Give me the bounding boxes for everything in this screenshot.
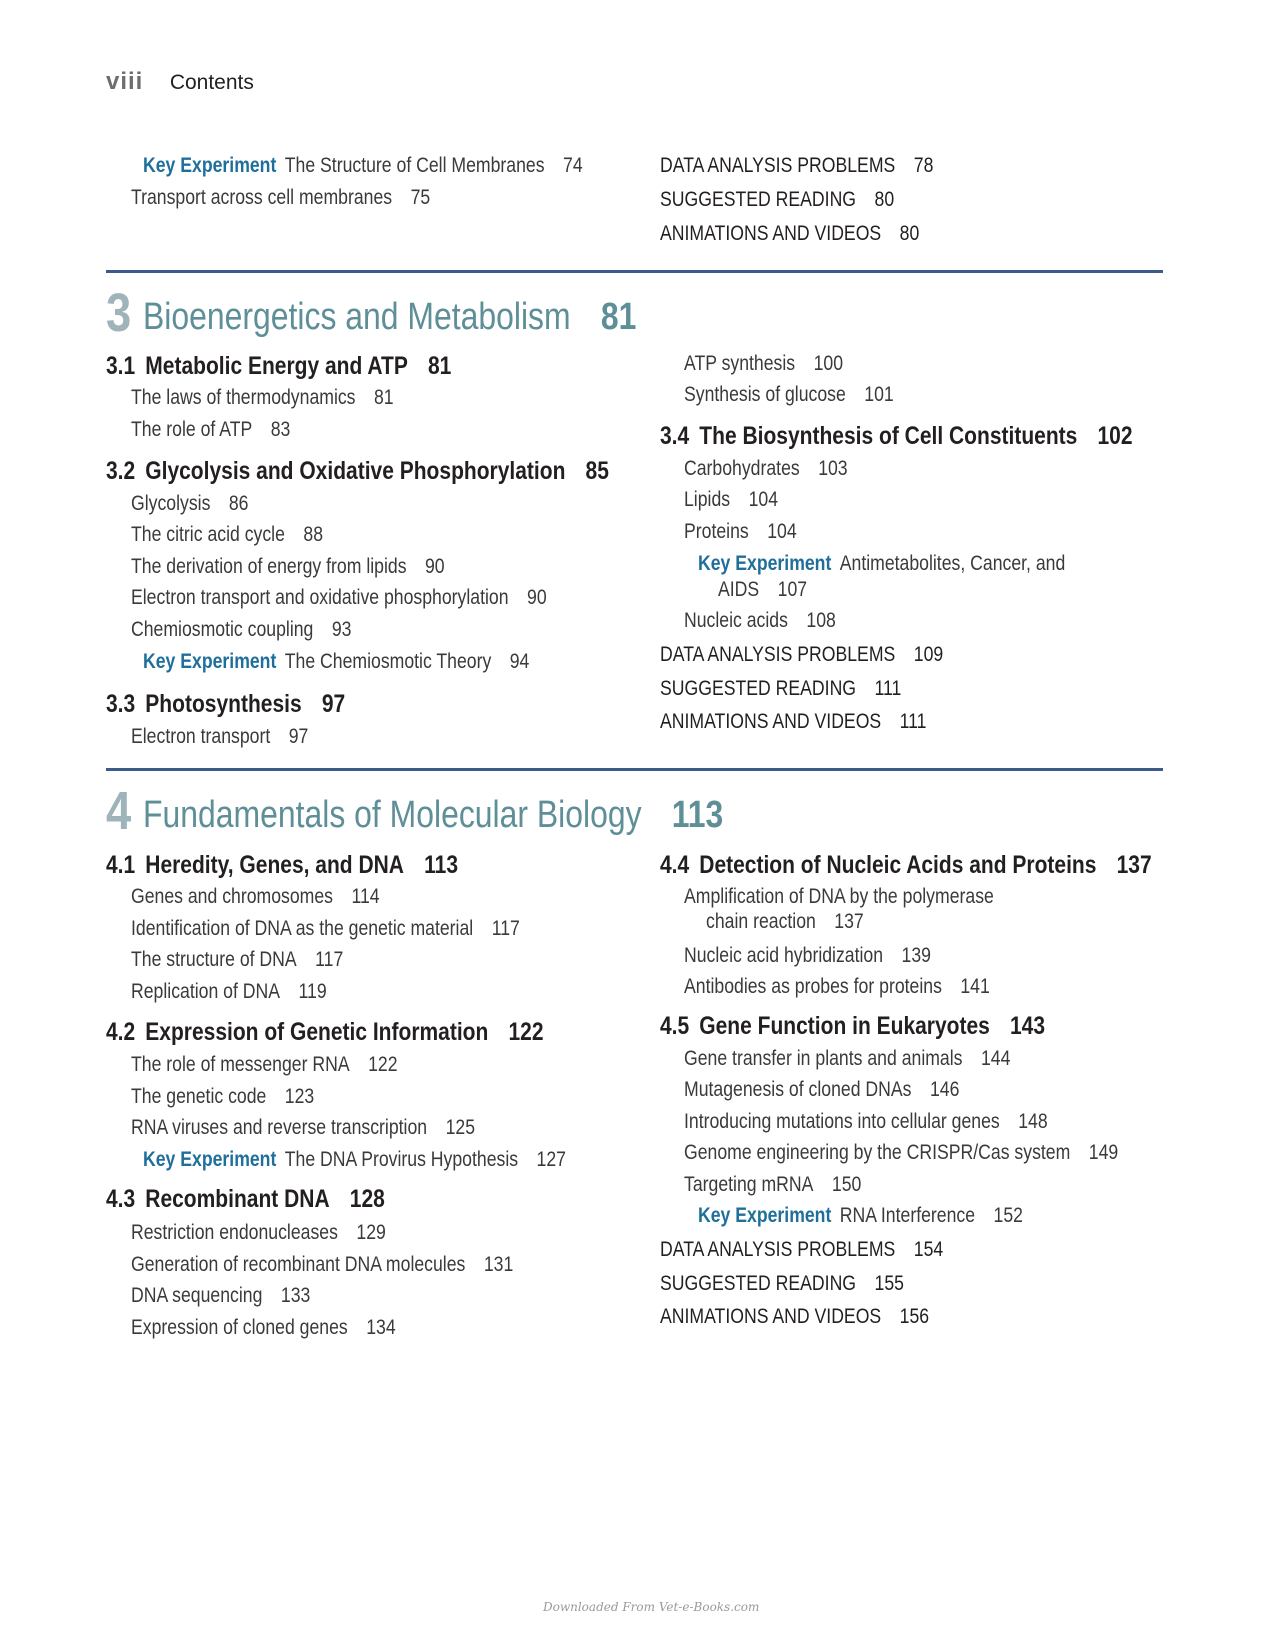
page-number: 155: [874, 1272, 904, 1295]
page-number: 139: [901, 944, 931, 967]
toc-entry[interactable]: [684, 1110, 1117, 1134]
toc-entry-title: Electron transport and oxidative phosphorylation: [131, 586, 509, 609]
toc-entry-title: The Structure of Cell Membranes: [284, 154, 545, 177]
page-number: 125: [445, 1116, 476, 1139]
page-number: 83: [270, 418, 291, 441]
page-number-roman: viii: [106, 68, 144, 95]
page-number: 104: [767, 520, 797, 543]
section-title: Metabolic Energy and ATP: [145, 352, 408, 380]
toc-entry[interactable]: [131, 418, 321, 442]
toc-entry-title: Nucleic acids: [684, 609, 788, 632]
section-heading[interactable]: [660, 1012, 1118, 1041]
toc-entry-title: The DNA Provirus Hypothesis: [284, 1148, 519, 1171]
toc-entry-title: The laws of thermodynamics: [131, 386, 356, 409]
page-number: 122: [508, 1018, 544, 1046]
page-number: 90: [527, 586, 547, 609]
toc-entry-title: Targeting mRNA: [684, 1173, 814, 1196]
end-matter-label: ANIMATIONS AND VIDEOS: [660, 222, 882, 245]
page-number: 123: [284, 1085, 315, 1108]
section-number: 3.2: [106, 457, 136, 485]
toc-entry[interactable]: [131, 555, 504, 579]
toc-entry-title: Genome engineering by the CRISPR/Cas system: [684, 1141, 1071, 1164]
page-number: 119: [298, 980, 327, 1003]
page-number: 122: [368, 1053, 398, 1076]
page-number: 113: [671, 794, 724, 836]
page-number: 134: [366, 1316, 396, 1339]
toc-entry-title: Gene transfer in plants and animals: [684, 1047, 963, 1070]
toc-entry[interactable]: [131, 948, 384, 972]
toc-entry[interactable]: [684, 1141, 1201, 1165]
page-number: 149: [1088, 1141, 1119, 1164]
section-title: Recombinant DNA: [145, 1185, 330, 1213]
toc-entry-title: Lipids: [684, 488, 731, 511]
page-number: 144: [980, 1047, 1011, 1070]
chapter-heading[interactable]: [106, 282, 737, 344]
toc-entry[interactable]: [131, 523, 360, 547]
toc-entry[interactable]: [684, 457, 879, 481]
key-experiment-entry-continued[interactable]: [718, 578, 824, 602]
page-number: 114: [351, 885, 380, 908]
toc-entry[interactable]: [131, 980, 364, 1004]
chapter-divider: [106, 270, 1163, 273]
key-experiment-entry[interactable]: [143, 650, 603, 674]
page-number: 117: [315, 948, 344, 971]
section-heading[interactable]: [106, 457, 705, 486]
toc-entry[interactable]: [131, 917, 594, 941]
page-number: 113: [424, 851, 459, 879]
toc-entry[interactable]: [684, 975, 1048, 999]
toc-entry-title: Restriction endonucleases: [131, 1221, 338, 1244]
chapter-divider: [106, 768, 1163, 771]
toc-entry[interactable]: [131, 492, 271, 516]
section-number: 4.1: [106, 851, 136, 879]
page-number: 97: [321, 690, 346, 718]
toc-entry[interactable]: [684, 488, 796, 512]
end-matter-link[interactable]: [660, 643, 997, 667]
toc-entry-title: DNA sequencing: [131, 1284, 263, 1307]
key-experiment-entry[interactable]: [143, 154, 666, 178]
page-number: 81: [427, 352, 452, 380]
section-heading[interactable]: [106, 1185, 438, 1214]
page-number: 104: [748, 488, 779, 511]
page-number: 103: [818, 457, 848, 480]
page-number: 85: [585, 457, 609, 485]
section-heading[interactable]: [106, 1018, 627, 1047]
section-number: 4.3: [106, 1185, 136, 1213]
toc-entry-title: Carbohydrates: [684, 457, 800, 480]
section-title: Gene Function in Eukaryotes: [699, 1012, 990, 1040]
toc-entry-title: Generation of recombinant DNA molecules: [131, 1253, 466, 1276]
page-number: 108: [806, 609, 836, 632]
section-heading[interactable]: [660, 851, 1245, 880]
toc-entry[interactable]: [131, 1284, 344, 1308]
toc-entry-title: RNA viruses and reverse transcription: [131, 1116, 428, 1139]
page-number: 100: [813, 352, 844, 375]
section-title: Heredity, Genes, and DNA: [145, 851, 404, 879]
page-number: 74: [563, 154, 583, 177]
page-number: 93: [331, 618, 352, 641]
page-number: 109: [913, 643, 944, 666]
page-number: 146: [929, 1078, 960, 1101]
end-matter-label: SUGGESTED READING: [660, 677, 857, 700]
toc-entry-title: Electron transport: [131, 725, 271, 748]
chapter-heading[interactable]: [106, 780, 841, 842]
section-number: 3.1: [106, 352, 136, 380]
page-number: 75: [410, 186, 431, 209]
key-experiment-label: Key Experiment: [143, 1148, 277, 1171]
toc-entry-title: Glycolysis: [131, 492, 211, 515]
section-title: Photosynthesis: [145, 690, 302, 718]
toc-entry[interactable]: [684, 1047, 1073, 1071]
key-experiment-entry[interactable]: [143, 1148, 647, 1172]
toc-entry-title: Expression of cloned genes: [131, 1316, 348, 1339]
chapter-title: Fundamentals of Molecular Biology: [142, 794, 642, 836]
toc-entry-title: Antimetabolites, Cancer, and: [839, 552, 1066, 575]
toc-entry-title: Proteins: [684, 520, 749, 543]
toc-entry-title: The genetic code: [131, 1085, 267, 1108]
section-number: 3.4: [660, 422, 690, 450]
toc-entry-title: Chemiosmotic coupling: [131, 618, 314, 641]
toc-entry-title: chain reaction: [706, 910, 816, 933]
toc-entry[interactable]: [684, 520, 818, 544]
page-number: 150: [831, 1173, 862, 1196]
page-number: 128: [349, 1185, 385, 1213]
toc-entry[interactable]: [131, 1316, 446, 1340]
toc-entry-title: Mutagenesis of cloned DNAs: [684, 1078, 912, 1101]
toc-entry[interactable]: [684, 1078, 1012, 1102]
page-number: 80: [874, 188, 895, 211]
page-number: 133: [280, 1284, 311, 1307]
key-experiment-label: Key Experiment: [143, 154, 277, 177]
toc-entry[interactable]: [684, 885, 1053, 909]
toc-entry[interactable]: [684, 944, 978, 968]
page-number: 129: [356, 1221, 386, 1244]
page-number: 81: [600, 296, 637, 338]
section-title: Glycolysis and Oxidative Phosphorylation: [145, 457, 566, 485]
section-title: Expression of Genetic Information: [145, 1018, 489, 1046]
toc-entry-title: Amplification of DNA by the polymerase: [684, 885, 994, 908]
end-matter-label: DATA ANALYSIS PROBLEMS: [660, 154, 896, 177]
section-number: 3.3: [106, 690, 136, 718]
toc-entry-title: Synthesis of glucose: [684, 383, 846, 406]
page-number: 107: [777, 578, 808, 601]
toc-entry[interactable]: [684, 383, 934, 407]
end-matter-link[interactable]: [660, 1272, 950, 1296]
section-number: 4.4: [660, 851, 690, 879]
toc-entry-title: The derivation of energy from lipids: [131, 555, 407, 578]
key-experiment-label: Key Experiment: [143, 650, 277, 673]
page-number: 81: [373, 386, 394, 409]
toc-entry-title: Genes and chromosomes: [131, 885, 333, 908]
end-matter-label: ANIMATIONS AND VIDEOS: [660, 710, 882, 733]
chapter-title: Bioenergetics and Metabolism: [142, 296, 571, 338]
toc-entry-title: Antibodies as probes for proteins: [684, 975, 942, 998]
toc-entry[interactable]: [131, 885, 427, 909]
toc-entry[interactable]: [131, 1253, 586, 1277]
page-number: 80: [899, 222, 920, 245]
section-heading[interactable]: [106, 851, 525, 880]
key-experiment-label: Key Experiment: [698, 552, 832, 575]
end-matter-label: SUGGESTED READING: [660, 188, 857, 211]
toc-entry-title: Transport across cell membranes: [131, 186, 393, 209]
toc-entry-title: RNA Interference: [839, 1204, 976, 1227]
page-number: 111: [874, 677, 902, 700]
section-heading[interactable]: [106, 352, 517, 381]
section-title: Detection of Nucleic Acids and Proteins: [699, 851, 1097, 879]
toc-entry-title: The citric acid cycle: [131, 523, 285, 546]
toc-entry[interactable]: [684, 609, 865, 633]
toc-entry-continued[interactable]: [706, 910, 894, 934]
page-number: 127: [536, 1148, 566, 1171]
watermark: Downloaded From Vet-e-Books.com: [543, 1600, 760, 1614]
toc-entry-title: The role of messenger RNA: [131, 1053, 350, 1076]
end-matter-label: SUGGESTED READING: [660, 1272, 857, 1295]
section-heading[interactable]: [660, 422, 1223, 451]
toc-entry[interactable]: [131, 386, 444, 410]
page-number: 148: [1018, 1110, 1048, 1133]
end-matter-link[interactable]: [660, 677, 947, 701]
key-experiment-label: Key Experiment: [698, 1204, 832, 1227]
toc-entry-title: Nucleic acid hybridization: [684, 944, 884, 967]
running-title: Contents: [169, 71, 254, 94]
section-title: The Biosynthesis of Cell Constituents: [699, 422, 1078, 450]
page-number: 154: [913, 1238, 944, 1261]
end-matter-link[interactable]: [660, 188, 939, 212]
page-number: 137: [1116, 851, 1152, 879]
end-matter-link[interactable]: [660, 222, 969, 246]
page-number: 90: [425, 555, 445, 578]
page-number: 131: [483, 1253, 514, 1276]
page-number: 88: [303, 523, 324, 546]
page-number: 101: [864, 383, 894, 406]
toc-entry-title: The Chemiosmotic Theory: [284, 650, 492, 673]
page-number: 143: [1010, 1012, 1046, 1040]
toc-entry-title: The structure of DNA: [131, 948, 297, 971]
toc-entry[interactable]: [131, 186, 487, 210]
page-number: 152: [993, 1204, 1023, 1227]
toc-entry-title: The role of ATP: [131, 418, 253, 441]
toc-entry[interactable]: [131, 1116, 541, 1140]
toc-entry[interactable]: [684, 352, 873, 376]
toc-entry[interactable]: [131, 586, 626, 610]
toc-entry[interactable]: [131, 725, 342, 749]
toc-entry-title: ATP synthesis: [684, 352, 796, 375]
toc-entry-title: Introducing mutations into cellular genes: [684, 1110, 1000, 1133]
section-heading[interactable]: [106, 690, 391, 719]
section-number: 4.5: [660, 1012, 690, 1040]
page-number: 111: [899, 710, 927, 733]
page-number: 102: [1097, 422, 1133, 450]
toc-entry[interactable]: [131, 618, 393, 642]
page-number: 97: [288, 725, 309, 748]
end-matter-label: ANIMATIONS AND VIDEOS: [660, 1305, 882, 1328]
key-experiment-entry[interactable]: [698, 1204, 1085, 1228]
end-matter-link[interactable]: [660, 710, 977, 734]
page-number: 141: [960, 975, 990, 998]
toc-entry[interactable]: [131, 1085, 349, 1109]
toc-entry-title: AIDS: [718, 578, 760, 601]
toc-entry[interactable]: [131, 1053, 448, 1077]
end-matter-link[interactable]: [660, 1238, 997, 1262]
toc-entry[interactable]: [684, 1173, 895, 1197]
chapter-number: 4: [106, 781, 132, 841]
end-matter-link[interactable]: [660, 1305, 980, 1329]
page-number: 86: [228, 492, 249, 515]
page-number: 156: [899, 1305, 930, 1328]
page-number: 94: [509, 650, 530, 673]
end-matter-label: DATA ANALYSIS PROBLEMS: [660, 1238, 896, 1261]
end-matter-label: DATA ANALYSIS PROBLEMS: [660, 643, 896, 666]
page-number: 117: [491, 917, 520, 940]
chapter-number: 3: [106, 283, 132, 343]
key-experiment-entry[interactable]: [698, 552, 1135, 576]
running-header: [106, 68, 254, 96]
page-number: 137: [834, 910, 864, 933]
toc-entry[interactable]: [131, 1221, 434, 1245]
end-matter-link[interactable]: [660, 154, 985, 178]
page-number: 78: [913, 154, 934, 177]
section-number: 4.2: [106, 1018, 136, 1046]
toc-entry-title: Identification of DNA as the genetic material: [131, 917, 474, 940]
toc-entry-title: Replication of DNA: [131, 980, 281, 1003]
